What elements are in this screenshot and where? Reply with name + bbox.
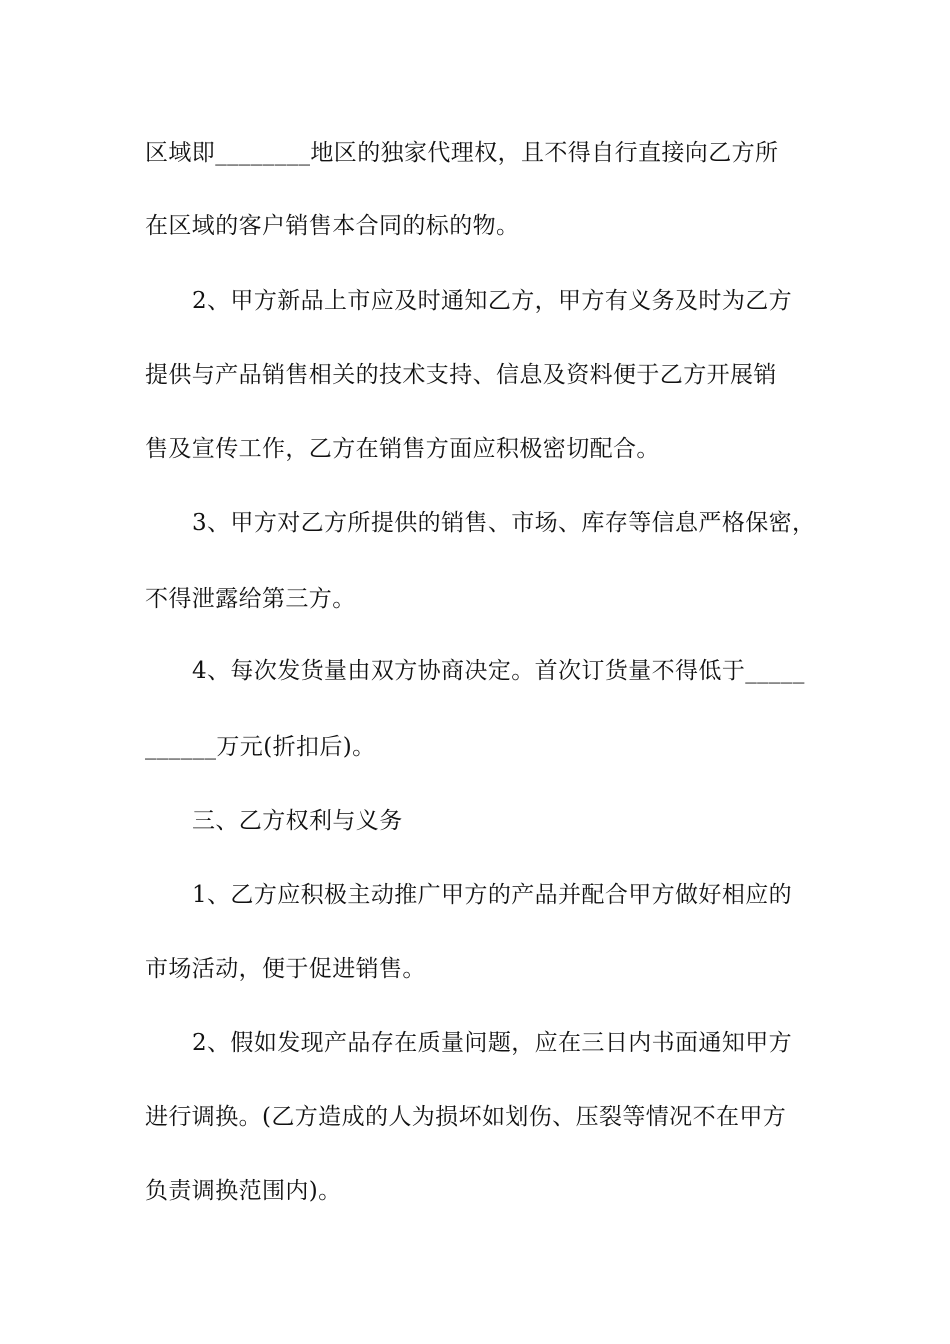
text-line: 不得泄露给第三方。 (145, 586, 356, 612)
text-line: 提供与产品销售相关的技术支持、信息及资料便于乙方开展销 (145, 362, 777, 388)
paragraph-start: 3、甲方对乙方所提供的销售、市场、库存等信息严格保密， (192, 510, 816, 536)
text-line: 进行调换。(乙方造成的人为损坏如划伤、压裂等情况不在甲方 (145, 1104, 787, 1130)
paragraph-start: 4、每次发货量由双方协商决定。首次订货量不得低于_____ (192, 658, 805, 684)
text-line: 在区域的客户销售本合同的标的物。 (145, 213, 520, 239)
text-line: ______万元(折扣后)。 (145, 734, 376, 760)
text-line: 售及宣传工作，乙方在销售方面应积极密切配合。 (145, 436, 660, 462)
paragraph-start: 1、乙方应积极主动推广甲方的产品并配合甲方做好相应的 (192, 882, 793, 908)
text-line: 市场活动，便于促进销售。 (145, 956, 426, 982)
text-line: 负责调换范围内)。 (145, 1178, 342, 1204)
paragraph-start: 2、甲方新品上市应及时通知乙方，甲方有义务及时为乙方 (192, 288, 793, 314)
section-heading: 三、乙方权利与义务 (192, 808, 403, 834)
text-line: 区域即________地区的独家代理权，且不得自行直接向乙方所 (145, 140, 779, 166)
paragraph-start: 2、假如发现产品存在质量问题，应在三日内书面通知甲方 (192, 1030, 793, 1056)
